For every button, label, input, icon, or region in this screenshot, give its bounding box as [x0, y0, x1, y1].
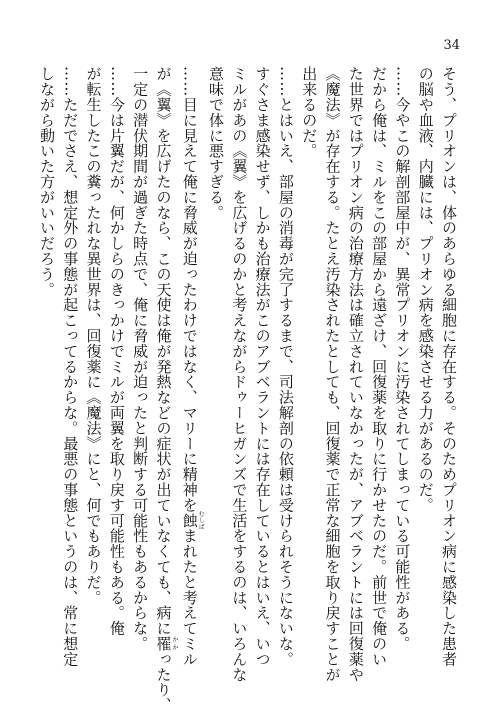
- text-line: ……今やこの解剖部屋中が、異常プリオンに汚染されてしまっている可能性がある。: [393, 66, 412, 652]
- text-line: ……とはいえ、部屋の消毒が完了するまで、司法解剖の依頼は受けられそうにないな。: [276, 66, 295, 667]
- ruby-reading: かか: [170, 635, 178, 652]
- text-segment: まれたと考えてミル: [180, 528, 199, 667]
- text-line: 意味で体に悪すぎる。: [207, 66, 226, 220]
- page-number: 34: [443, 38, 460, 53]
- text-line: が転生したこの糞ったれな異世界は、回復薬に《魔法》にと、何でもありだ。: [84, 66, 103, 605]
- text-segment: ……目に見えて俺に脅威が迫ったわけではなく、マリーに精神を: [180, 66, 199, 513]
- text-line: すぐさま感染せず、しかも治療法がこのアブベラントには存在しているとはいえ、いつ: [253, 66, 272, 667]
- text-line: そう、プリオンは、体のあらゆる細胞に存在する。そのためプリオン病に感染した患者: [440, 66, 458, 667]
- text-segment: が《翼》を広げたのなら、この天使は俺が発熱などの症状が出ていなくても、病に: [154, 66, 173, 636]
- text-line: ……今は片翼だが、何かしらのきっかけでミルが両翼を取り戻す可能性もある。俺: [107, 66, 126, 636]
- text-line: の脳や血液、内臓には、プリオン病を感染させる力があるのだ。: [416, 66, 435, 513]
- vertical-body-text: [37, 66, 460, 713]
- text-line: 一定の潜伏期間が過ぎた時点で、俺に脅威が迫ったと判断する可能性もあるからな。: [131, 66, 150, 652]
- text-line: [177, 66, 203, 676]
- text-line: [151, 66, 178, 713]
- text-line: ……ただでさえ、想定外の事態が起こってるからな。最悪の事態というのは、常に想定: [61, 66, 80, 667]
- ruby-word: 罹かか: [154, 635, 178, 652]
- text-segment: ったり、: [154, 651, 173, 713]
- text-line: だから俺は、ミルをこの部屋から遠ざけ、回復薬を取りに行かせたのだ。前世で俺のい: [370, 66, 389, 667]
- text-line: 出来るのだ。: [300, 66, 319, 159]
- text-line: ミルがあの《翼》を広げるのかと考えながらドゥーヒガンズで生活をするのは、いろんな: [230, 66, 249, 682]
- ruby-reading: むしば: [197, 510, 205, 530]
- text-line: 《魔法》が存在する。たとえ汚染されたとしても、回復薬で正常な細胞を取り戻すことが: [323, 66, 342, 682]
- ruby-word: 蝕むしば: [180, 510, 205, 530]
- text-line: た世界ではプリオン病の治療方法は確立されていなかったが、アブベラントには回復薬や: [346, 66, 365, 682]
- text-line: しながら動いた方がいいだろう。: [37, 66, 56, 297]
